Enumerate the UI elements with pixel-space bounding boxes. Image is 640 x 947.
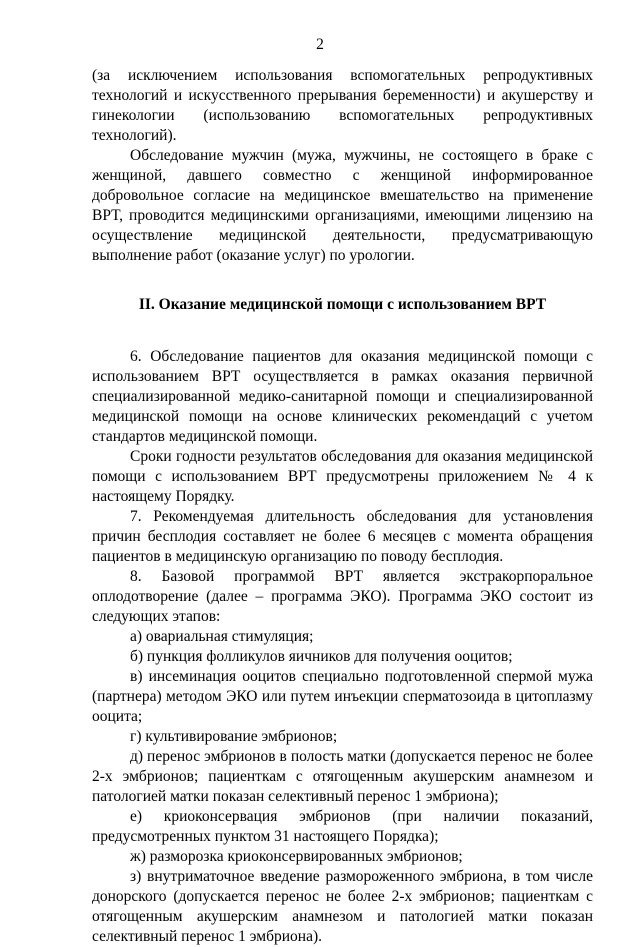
document-body xyxy=(92,66,593,947)
list-item-z: з) внутриматочное введение размороженного эмбриона, в том числе донорского (допускается перенос не более 2-х эмбрионов; пациенткам с отягощенным акушерским анамнезом и патологией матки показан селективный перенос 1 эмбриона). xyxy=(92,868,593,945)
list-item-g: г) культивирование эмбрионов; xyxy=(130,728,338,745)
list-item-b: б) пункция фолликулов яичников для получения ооцитов; xyxy=(130,648,513,665)
paragraph-item-8: 8. Базовой программой ВРТ является экстракорпоральное оплодотворение (далее – программа ЭКО). Программа ЭКО состоит из следующих этапов: xyxy=(92,568,593,625)
section-heading: II. Оказание медицинской помощи с использованием ВРТ xyxy=(138,296,547,313)
paragraph-item-7: 7. Рекомендуемая длительность обследования для установления причин бесплодия составляет не более 6 месяцев с момента обращения пациентов в медицинскую организацию по поводу бесплодия. xyxy=(92,508,593,565)
list-item-zh: ж) разморозка криоконсервированных эмбрионов; xyxy=(130,848,463,865)
list-item-d: д) перенос эмбрионов в полость матки (допускается перенос не более 2-х эмбрионов; пациенткам с отягощенным акушерским анамнезом и патологией матки показан селективный перенос 1 эмбриона); xyxy=(92,748,593,805)
paragraph-validity-periods: Сроки годности результатов обследования для оказания медицинской помощи с использованием ВРТ предусмотрены приложением № 4 к настоящему Порядку. xyxy=(92,448,593,505)
page-number: 2 xyxy=(316,36,324,53)
intro-paragraph-2: Обследование мужчин (мужа, мужчины, не состоящего в браке с женщиной, давшего совместно с женщиной информированное добровольное согласие на медицинское вмешательство на применение ВРТ, проводится медицинскими организациями, имеющими лицензию на осуществление медицинской деятельности, предусматривающую выполнение работ (оказание услуг) по урологии. xyxy=(92,147,593,264)
intro-paragraph-1: (за исключением использования вспомогательных репродуктивных технологий и искусственного прерывания беременности) и акушерству и гинекологии (использованию вспомогательных репродуктивных технологий). xyxy=(92,67,593,144)
list-item-v: в) инсеминация ооцитов специально подготовленной спермой мужа (партнера) методом ЭКО или путем инъекции сперматозоида в цитоплазму ооцита; xyxy=(92,668,593,725)
list-item-a: а) овариальная стимуляция; xyxy=(130,628,314,645)
list-item-e: е) криоконсервация эмбрионов (при наличии показаний, предусмотренных пунктом 31 настоящего Порядка); xyxy=(92,808,593,845)
paragraph-item-6: 6. Обследование пациентов для оказания медицинской помощи с использованием ВРТ осуществляется в рамках оказания первичной специализированной медико-санитарной помощи и специализированной медицинской помощи на основе клинических рекомендаций с учетом стандартов медицинской помощи. xyxy=(92,348,593,445)
